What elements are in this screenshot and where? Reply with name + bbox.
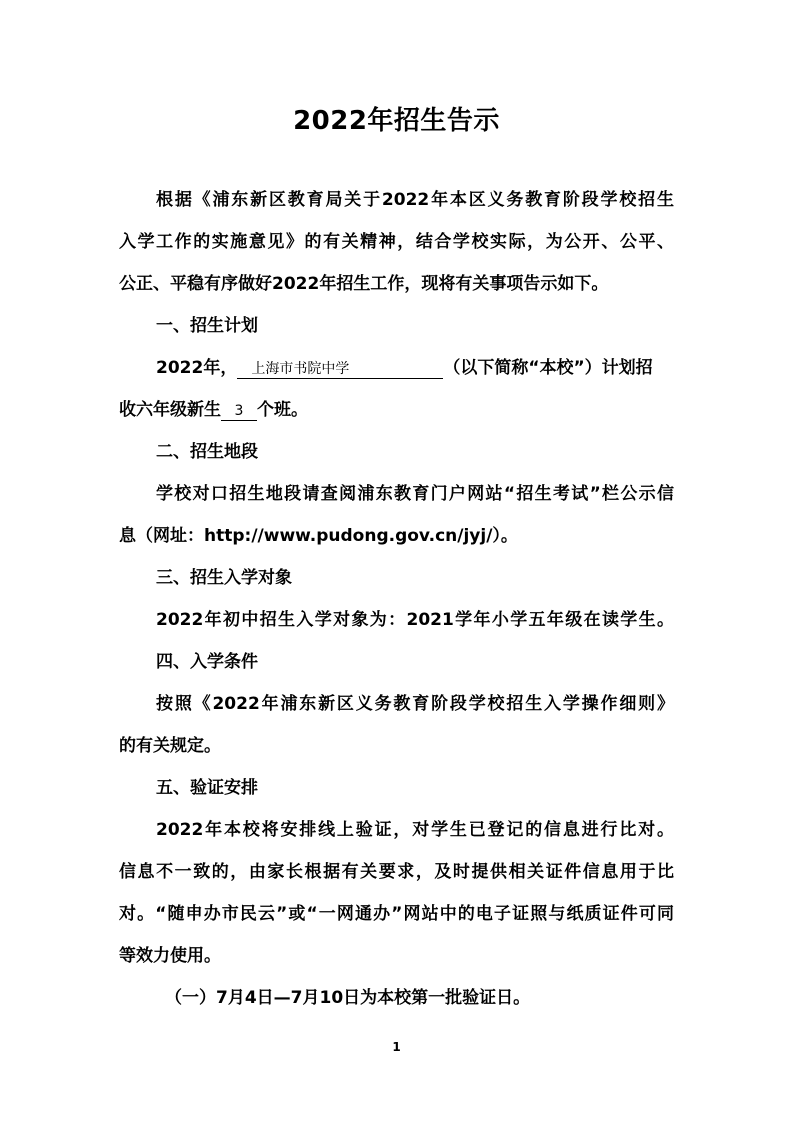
intro-line-2: 入学工作的实施意见》的有关精神，结合学校实际，为公开、公平、 (119, 232, 674, 252)
district-line-2: 息（网址：http://www.pudong.gov.cn/jyj/）。 (119, 526, 518, 546)
plan-prefix: 2022年， (156, 358, 238, 378)
class-count-line (119, 398, 674, 422)
intro-line-3: 公正、平稳有序做好2022年招生工作，现将有关事项告示如下。 (119, 274, 609, 294)
district-line-1: 学校对口招生地段请查阅浦东教育门户网站“招生考试”栏公示信 (156, 484, 674, 504)
section-heading-verification: 五、验证安排 (156, 778, 258, 798)
verification-line-2: 信息不一致的，由家长根据有关要求，及时提供相关证件信息用于比 (119, 862, 674, 882)
class-suffix: 个班。 (257, 400, 308, 420)
section-heading-conditions: 四、入学条件 (156, 652, 258, 672)
verification-line-1: 2022年本校将安排线上验证，对学生已登记的信息进行比对。 (156, 820, 674, 840)
plan-line (156, 356, 674, 380)
conditions-line-2: 的有关规定。 (119, 736, 221, 756)
plan-suffix: （以下简称“本校”）计划招 (443, 358, 653, 378)
section-heading-plan: 一、招生计划 (156, 316, 258, 336)
class-count-field: 3 (221, 402, 257, 421)
section-heading-district: 二、招生地段 (156, 442, 258, 462)
conditions-line-1: 按照《2022年浦东新区义务教育阶段学校招生入学操作细则》 (156, 694, 674, 714)
page-number: 1 (392, 1040, 401, 1054)
verification-line-4: 等效力使用。 (119, 946, 221, 966)
page-title: 2022年招生告示 (293, 106, 500, 136)
school-name-field: 上海市书院中学 (237, 360, 443, 379)
verification-line-3: 对。“随申办市民云”或“一网通办”网站中的电子证照与纸质证件可同 (119, 904, 674, 924)
class-prefix: 收六年级新生 (119, 400, 221, 420)
eligibility-line-1: 2022年初中招生入学对象为：2021学年小学五年级在读学生。 (156, 610, 674, 630)
verification-sub-1: （一）7月4日—7月10日为本校第一批验证日。 (165, 988, 531, 1008)
section-heading-eligibility: 三、招生入学对象 (156, 568, 292, 588)
intro-line-1: 根据《浦东新区教育局关于2022年本区义务教育阶段学校招生 (156, 190, 674, 210)
